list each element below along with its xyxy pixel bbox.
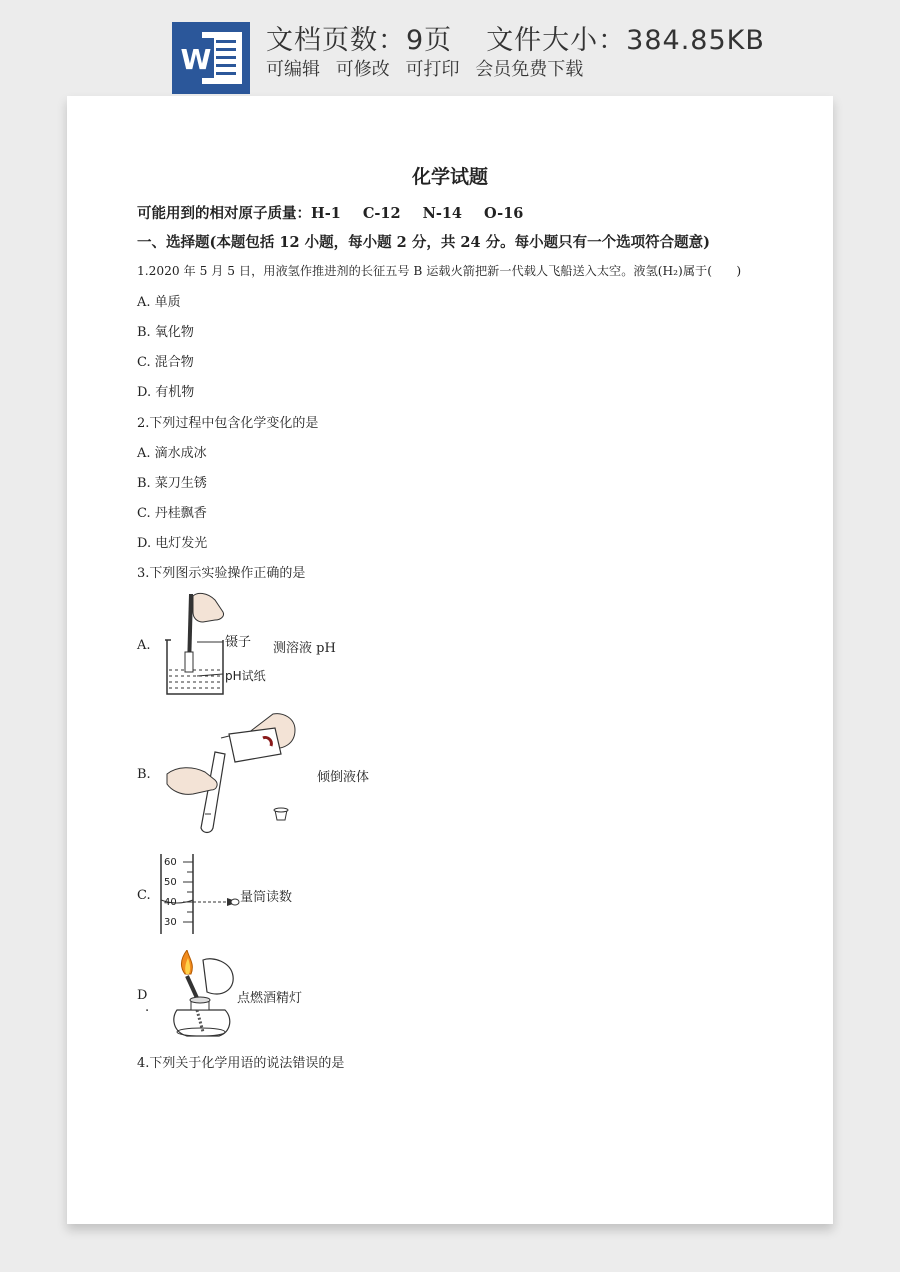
question-3-option-b-caption: 倾倒液体 <box>317 770 370 785</box>
pouring-liquid-figure <box>163 710 303 834</box>
question-2-option-a: A. 滴水成冰 <box>137 446 207 461</box>
question-3-option-a-caption: 测溶液 pH <box>273 641 336 656</box>
section-heading: 一、选择题(本题包括 12 小题，每小题 2 分，共 24 分。每小题只有一个选项符合题意) <box>137 234 710 251</box>
feature-editable: 可编辑 <box>266 59 320 80</box>
question-1-option-c: C. 混合物 <box>137 355 194 370</box>
question-3-option-b-letter: B. <box>137 767 151 782</box>
file-size: 文件大小：384.85KB <box>486 25 765 56</box>
atomic-mass-n: N-14 <box>422 205 463 222</box>
question-2-option-b: B. 菜刀生锈 <box>137 476 207 491</box>
cylinder-mark-30: 30 <box>164 917 177 928</box>
question-2-option-d: D. 电灯发光 <box>137 536 208 551</box>
atomic-mass-h: H-1 <box>311 205 341 222</box>
question-3-option-c-caption: 量筒读数 <box>240 890 293 905</box>
question-1-option-d: D. 有机物 <box>137 385 195 400</box>
atomic-mass-c: C-12 <box>362 205 401 222</box>
page-count: 文档页数：9页 <box>266 25 453 56</box>
question-1-stem: 1.2020 年 5 月 5 日，用液氢作推进剂的长征五号 B 运载火箭把新一代载人飞船送入太空。液氢(H₂)属于( ) <box>137 264 742 278</box>
question-2-option-c: C. 丹桂飘香 <box>137 506 207 521</box>
cylinder-mark-50: 50 <box>164 877 177 888</box>
question-3-option-a-letter: A. <box>137 638 151 653</box>
page-title: 化学试题 <box>411 166 488 188</box>
feature-printable: 可打印 <box>405 59 460 80</box>
graduated-cylinder-figure <box>157 852 247 936</box>
question-4-stem: 4.下列关于化学用语的说法错误的是 <box>137 1056 345 1071</box>
alcohol-lamp-figure <box>167 950 247 1040</box>
ph-test-beaker-figure <box>163 590 283 700</box>
download-banner <box>0 0 900 100</box>
question-3-option-d-caption: 点燃酒精灯 <box>237 991 303 1006</box>
atomic-mass-label: 可能用到的相对原子质量： <box>137 205 311 222</box>
question-3-stem: 3.下列图示实验操作正确的是 <box>137 566 306 581</box>
feature-member-download: 会员免费下载 <box>475 59 584 80</box>
ph-paper-label: pH试纸 <box>225 669 266 683</box>
question-2-stem: 2.下列过程中包含化学变化的是 <box>137 416 319 431</box>
file-info-title <box>266 18 765 57</box>
question-1-option-a: A. 单质 <box>137 295 181 310</box>
atomic-mass-o: O-16 <box>484 205 524 222</box>
tweezers-label: 镊子 <box>225 635 252 650</box>
word-document-icon <box>172 22 250 94</box>
feature-list <box>266 55 593 81</box>
cylinder-mark-60: 60 <box>164 857 177 868</box>
word-logo-letter: W <box>180 43 212 76</box>
atomic-mass-line <box>137 202 545 223</box>
document-page <box>67 96 833 1224</box>
question-3-option-c-letter: C. <box>137 888 151 903</box>
question-3-option-d-dot: . <box>145 1000 150 1015</box>
feature-modifiable: 可修改 <box>335 59 390 80</box>
question-1-option-b: B. 氧化物 <box>137 325 194 340</box>
cylinder-mark-40: 40 <box>164 897 177 908</box>
question-3-option-d-letter: D <box>137 988 148 1003</box>
